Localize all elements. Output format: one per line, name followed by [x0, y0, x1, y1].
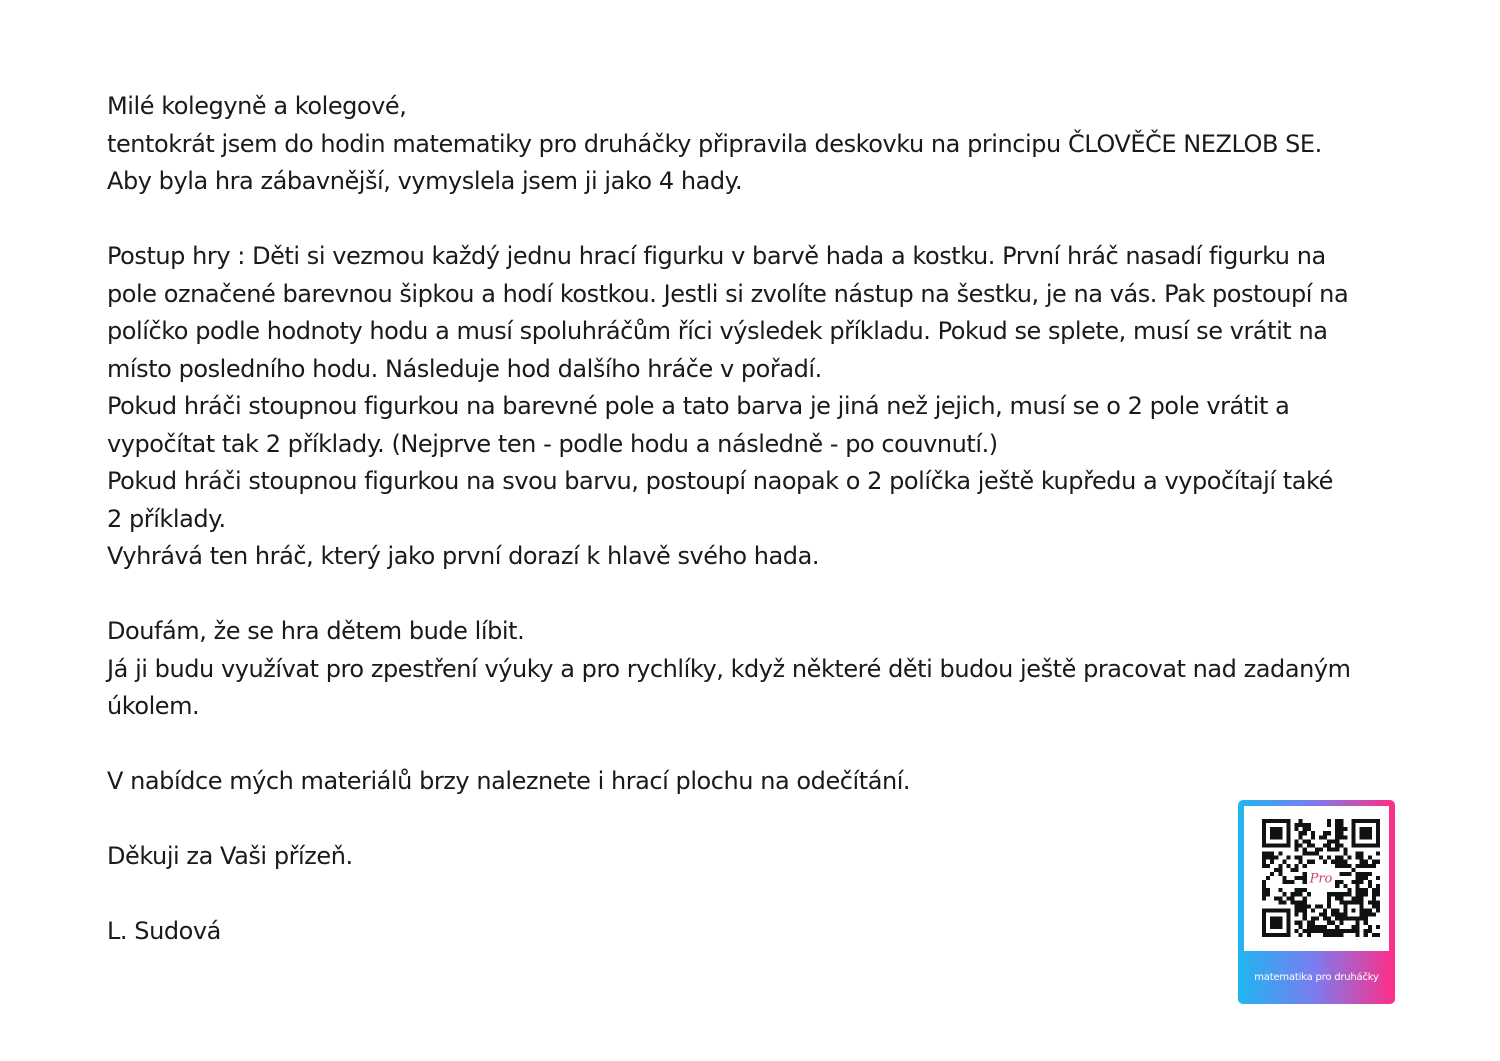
rules-line: políčko podle hodnoty hodu a musí spoluhráčům říci výsledek příkladu. Pokud se splete, musí se vrátit na — [107, 317, 1328, 345]
qr-card[interactable] — [1238, 800, 1395, 1004]
paragraph-gap — [107, 201, 1447, 239]
intro-line: tentokrát jsem do hodin matematiky pro druháčky připravila deskovku na principu ČLOVĚČE NEZLOB SE. — [107, 129, 1322, 158]
hope-line: úkolem. — [107, 692, 200, 720]
qr-card-label: matematika pro druháčky — [1254, 972, 1379, 983]
thanks-line: Děkuji za Vaši přízeň. — [107, 842, 353, 870]
rules-line: místo posledního hodu. Následuje hod dalšího hráče v pořadí. — [107, 354, 822, 383]
qr-logo-text: Pro — [1309, 871, 1333, 887]
rules-line: Pokud hráči stoupnou figurkou na barevné pole a tato barva je jiná než jejich, musí se o 2 pole vrátit a — [107, 392, 1290, 420]
qr-code-frame — [1244, 806, 1389, 951]
qr-code-icon — [1262, 819, 1380, 937]
intro-line: Aby byla hra zábavnější, vymyslela jsem ji jako 4 hady. — [107, 167, 743, 195]
rules-line: 2 příklady. — [107, 504, 226, 533]
rules-line: Postup hry : Děti si vezmou každý jednu hrací figurku v barvě hada a kostku. První hráč nasadí figurku na — [107, 242, 1326, 270]
hope-line: Doufám, že se hra dětem bude líbit. — [107, 617, 525, 645]
rules-line: vypočítat tak 2 příklady. (Nejprve ten - podle hodu a následně - po couvnutí.) — [107, 429, 998, 458]
paragraph-gap — [107, 726, 1447, 764]
hope-line: Já ji budu využívat pro zpestření výuky a pro rychlíky, když některé děti budou ještě pracovat nad zadaným — [107, 654, 1351, 683]
offer-line: V nabídce mých materiálů brzy naleznete i hrací plochu na odečítání. — [107, 767, 911, 795]
signature: L. Sudová — [107, 917, 221, 945]
rules-line: Pokud hráči stoupnou figurkou na svou barvu, postoupí naopak o 2 políčka ještě kupředu a vypočítají také — [107, 467, 1333, 495]
rules-line: pole označené barevnou šipkou a hodí kostkou. Jestli si zvolíte nástup na šestku, je na vás. Pak postoupí na — [107, 279, 1349, 308]
greeting-line: Milé kolegyně a kolegové, — [107, 92, 407, 120]
paragraph-gap — [107, 576, 1447, 614]
rules-line: Vyhrává ten hráč, který jako první dorazí k hlavě svého hada. — [107, 542, 820, 570]
